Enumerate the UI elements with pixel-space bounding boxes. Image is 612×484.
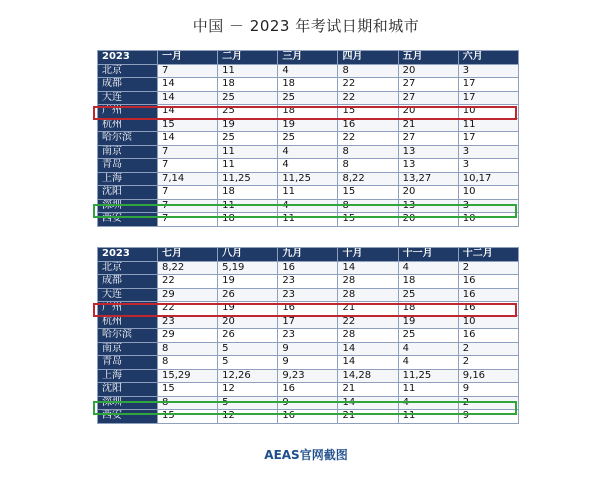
exam-date-cell: 19 [218, 275, 278, 289]
exam-date-cell: 5 [218, 356, 278, 370]
exam-date-cell: 13 [398, 159, 458, 173]
month-header: 十一月 [398, 248, 458, 262]
exam-date-cell: 27 [398, 132, 458, 146]
exam-date-cell: 15 [158, 383, 218, 397]
exam-date-cell: 3 [458, 199, 518, 213]
city-label: 广州 [98, 302, 158, 316]
exam-date-cell: 18 [278, 105, 338, 119]
table-body [98, 64, 519, 226]
exam-date-cell: 23 [158, 315, 218, 329]
exam-date-cell: 4 [398, 356, 458, 370]
exam-date-cell: 20 [398, 186, 458, 200]
table-row [98, 78, 519, 92]
exam-date-cell: 11 [458, 118, 518, 132]
exam-date-cell: 18 [218, 186, 278, 200]
exam-date-cell: 22 [338, 91, 398, 105]
month-header: 八月 [218, 248, 278, 262]
exam-date-cell: 9,16 [458, 369, 518, 383]
city-label: 大连 [98, 288, 158, 302]
exam-table-jan-jun [97, 50, 519, 227]
exam-date-cell: 23 [278, 275, 338, 289]
month-header: 四月 [338, 51, 398, 65]
exam-date-cell: 23 [278, 288, 338, 302]
exam-date-cell: 10 [458, 105, 518, 119]
table-row [98, 145, 519, 159]
exam-date-cell: 8 [338, 199, 398, 213]
exam-date-cell: 3 [458, 64, 518, 78]
exam-date-cell: 20 [398, 64, 458, 78]
table-header [98, 248, 519, 262]
exam-date-cell: 25 [278, 91, 338, 105]
exam-date-cell: 25 [398, 329, 458, 343]
exam-date-cell: 16 [458, 302, 518, 316]
exam-date-cell: 19 [398, 315, 458, 329]
exam-date-cell: 27 [398, 91, 458, 105]
city-label: 深圳 [98, 199, 158, 213]
page-title: 中国 － 2023 年考试日期和城市 [192, 17, 420, 35]
month-header: 六月 [458, 51, 518, 65]
exam-table-jul-dec [97, 247, 519, 424]
exam-date-cell: 22 [338, 132, 398, 146]
exam-date-cell: 18 [398, 275, 458, 289]
header-row [98, 248, 519, 262]
exam-date-cell: 14 [338, 356, 398, 370]
exam-date-cell: 4 [278, 159, 338, 173]
exam-date-cell: 17 [458, 91, 518, 105]
exam-date-cell: 10,17 [458, 172, 518, 186]
exam-date-cell: 15 [158, 410, 218, 424]
city-label: 北京 [98, 64, 158, 78]
exam-date-cell: 10 [458, 213, 518, 227]
exam-date-cell: 2 [458, 261, 518, 275]
table-row [98, 356, 519, 370]
exam-date-cell: 18 [278, 78, 338, 92]
exam-date-cell: 11 [278, 213, 338, 227]
exam-date-cell: 13 [398, 145, 458, 159]
table-row [98, 275, 519, 289]
exam-date-cell: 8 [158, 342, 218, 356]
exam-date-cell: 4 [278, 199, 338, 213]
table-row [98, 91, 519, 105]
exam-date-cell: 14 [338, 396, 398, 410]
exam-date-cell: 22 [338, 78, 398, 92]
city-label: 大连 [98, 91, 158, 105]
exam-date-cell: 7 [158, 199, 218, 213]
exam-date-cell: 3 [458, 145, 518, 159]
exam-date-cell: 7 [158, 159, 218, 173]
exam-date-cell: 5,19 [218, 261, 278, 275]
exam-date-cell: 14 [158, 105, 218, 119]
city-label: 南京 [98, 342, 158, 356]
exam-date-cell: 21 [338, 302, 398, 316]
exam-date-cell: 16 [458, 329, 518, 343]
table-header [98, 51, 519, 65]
exam-date-cell: 25 [278, 132, 338, 146]
month-header: 十月 [338, 248, 398, 262]
header-row [98, 51, 519, 65]
exam-date-cell: 8 [338, 159, 398, 173]
month-header: 九月 [278, 248, 338, 262]
exam-date-cell: 17 [458, 132, 518, 146]
exam-date-cell: 11 [278, 186, 338, 200]
exam-date-cell: 11 [398, 383, 458, 397]
exam-date-cell: 7,14 [158, 172, 218, 186]
exam-date-cell: 15 [338, 105, 398, 119]
month-header: 三月 [278, 51, 338, 65]
month-header: 五月 [398, 51, 458, 65]
exam-date-cell: 11 [218, 159, 278, 173]
exam-date-cell: 8 [158, 356, 218, 370]
exam-date-cell: 4 [278, 145, 338, 159]
month-header: 二月 [218, 51, 278, 65]
table-row [98, 118, 519, 132]
table-row [98, 288, 519, 302]
table-body [98, 261, 519, 423]
exam-date-cell: 13,27 [398, 172, 458, 186]
exam-date-cell: 11 [218, 199, 278, 213]
exam-date-cell: 11 [218, 64, 278, 78]
exam-date-cell: 2 [458, 356, 518, 370]
table-row [98, 159, 519, 173]
exam-date-cell: 9 [278, 356, 338, 370]
exam-date-cell: 2 [458, 396, 518, 410]
exam-date-cell: 9,23 [278, 369, 338, 383]
table-row [98, 410, 519, 424]
exam-date-cell: 11 [398, 410, 458, 424]
exam-date-cell: 18 [398, 302, 458, 316]
city-label: 沈阳 [98, 383, 158, 397]
city-label: 上海 [98, 172, 158, 186]
exam-date-cell: 16 [338, 118, 398, 132]
exam-date-cell: 16 [278, 261, 338, 275]
table-row [98, 213, 519, 227]
city-label: 成都 [98, 275, 158, 289]
city-label: 青岛 [98, 159, 158, 173]
exam-date-cell: 11,25 [278, 172, 338, 186]
exam-date-cell: 21 [398, 118, 458, 132]
month-header: 一月 [158, 51, 218, 65]
city-label: 深圳 [98, 396, 158, 410]
year-header: 2023 [98, 51, 158, 65]
city-label: 杭州 [98, 118, 158, 132]
table-row [98, 261, 519, 275]
exam-date-cell: 9 [278, 396, 338, 410]
month-header: 十二月 [458, 248, 518, 262]
table-row [98, 186, 519, 200]
exam-date-cell: 25 [218, 105, 278, 119]
exam-date-cell: 10 [458, 186, 518, 200]
exam-date-cell: 15,29 [158, 369, 218, 383]
table-row [98, 132, 519, 146]
exam-date-cell: 17 [278, 315, 338, 329]
city-label: 北京 [98, 261, 158, 275]
exam-date-cell: 28 [338, 275, 398, 289]
exam-date-cell: 15 [158, 118, 218, 132]
caption: AEAS官网截图 [264, 448, 348, 462]
exam-date-cell: 18 [218, 213, 278, 227]
table-row [98, 329, 519, 343]
exam-date-cell: 22 [158, 275, 218, 289]
exam-date-cell: 16 [458, 275, 518, 289]
exam-date-cell: 19 [218, 118, 278, 132]
exam-date-cell: 7 [158, 64, 218, 78]
exam-date-cell: 8 [158, 396, 218, 410]
exam-date-cell: 4 [398, 261, 458, 275]
exam-date-cell: 4 [398, 342, 458, 356]
exam-date-cell: 14 [158, 91, 218, 105]
exam-date-cell: 15 [338, 213, 398, 227]
exam-date-cell: 2 [458, 342, 518, 356]
table-row [98, 383, 519, 397]
exam-date-cell: 12,26 [218, 369, 278, 383]
exam-date-cell: 9 [278, 342, 338, 356]
exam-date-cell: 21 [338, 383, 398, 397]
table-row [98, 199, 519, 213]
exam-date-cell: 13 [398, 199, 458, 213]
exam-date-cell: 25 [218, 132, 278, 146]
exam-date-cell: 22 [158, 302, 218, 316]
exam-date-cell: 19 [278, 118, 338, 132]
exam-date-cell: 11 [218, 145, 278, 159]
exam-date-cell: 12 [218, 383, 278, 397]
exam-date-cell: 4 [398, 396, 458, 410]
exam-date-cell: 26 [218, 329, 278, 343]
exam-date-cell: 28 [338, 288, 398, 302]
city-label: 成都 [98, 78, 158, 92]
table-row [98, 369, 519, 383]
exam-date-cell: 15 [338, 186, 398, 200]
exam-date-cell: 11,25 [398, 369, 458, 383]
table-row [98, 64, 519, 78]
exam-date-cell: 12 [218, 410, 278, 424]
exam-date-cell: 27 [398, 78, 458, 92]
table-row [98, 315, 519, 329]
exam-date-cell: 19 [218, 302, 278, 316]
exam-date-cell: 21 [338, 410, 398, 424]
exam-date-cell: 10 [458, 315, 518, 329]
exam-date-cell: 14 [338, 342, 398, 356]
exam-date-cell: 23 [278, 329, 338, 343]
year-header: 2023 [98, 248, 158, 262]
exam-date-cell: 14,28 [338, 369, 398, 383]
exam-date-cell: 26 [218, 288, 278, 302]
table-row [98, 342, 519, 356]
exam-date-cell: 25 [218, 91, 278, 105]
table-row [98, 172, 519, 186]
city-label: 沈阳 [98, 186, 158, 200]
exam-date-cell: 28 [338, 329, 398, 343]
exam-date-cell: 3 [458, 159, 518, 173]
exam-date-cell: 8 [338, 64, 398, 78]
exam-date-cell: 17 [458, 78, 518, 92]
exam-date-cell: 20 [218, 315, 278, 329]
city-label: 哈尔滨 [98, 329, 158, 343]
exam-date-cell: 4 [278, 64, 338, 78]
city-label: 西安 [98, 213, 158, 227]
exam-date-cell: 29 [158, 288, 218, 302]
month-header: 七月 [158, 248, 218, 262]
exam-date-cell: 5 [218, 396, 278, 410]
city-label: 上海 [98, 369, 158, 383]
exam-date-cell: 29 [158, 329, 218, 343]
exam-date-cell: 20 [398, 105, 458, 119]
exam-date-cell: 16 [278, 302, 338, 316]
exam-date-cell: 8 [338, 145, 398, 159]
city-label: 西安 [98, 410, 158, 424]
exam-date-cell: 7 [158, 186, 218, 200]
table-row [98, 302, 519, 316]
exam-date-cell: 16 [458, 288, 518, 302]
city-label: 广州 [98, 105, 158, 119]
city-label: 南京 [98, 145, 158, 159]
exam-date-cell: 22 [338, 315, 398, 329]
exam-date-cell: 25 [398, 288, 458, 302]
exam-date-cell: 14 [158, 78, 218, 92]
city-label: 哈尔滨 [98, 132, 158, 146]
exam-date-cell: 14 [338, 261, 398, 275]
table-row [98, 396, 519, 410]
exam-date-cell: 20 [398, 213, 458, 227]
exam-date-cell: 18 [218, 78, 278, 92]
exam-date-cell: 9 [458, 383, 518, 397]
exam-date-cell: 7 [158, 145, 218, 159]
exam-date-cell: 11,25 [218, 172, 278, 186]
exam-date-cell: 8,22 [338, 172, 398, 186]
exam-date-cell: 9 [458, 410, 518, 424]
exam-date-cell: 16 [278, 383, 338, 397]
exam-date-cell: 16 [278, 410, 338, 424]
exam-date-cell: 5 [218, 342, 278, 356]
city-label: 青岛 [98, 356, 158, 370]
table-row [98, 105, 519, 119]
exam-date-cell: 8,22 [158, 261, 218, 275]
exam-date-cell: 14 [158, 132, 218, 146]
city-label: 杭州 [98, 315, 158, 329]
exam-date-cell: 7 [158, 213, 218, 227]
